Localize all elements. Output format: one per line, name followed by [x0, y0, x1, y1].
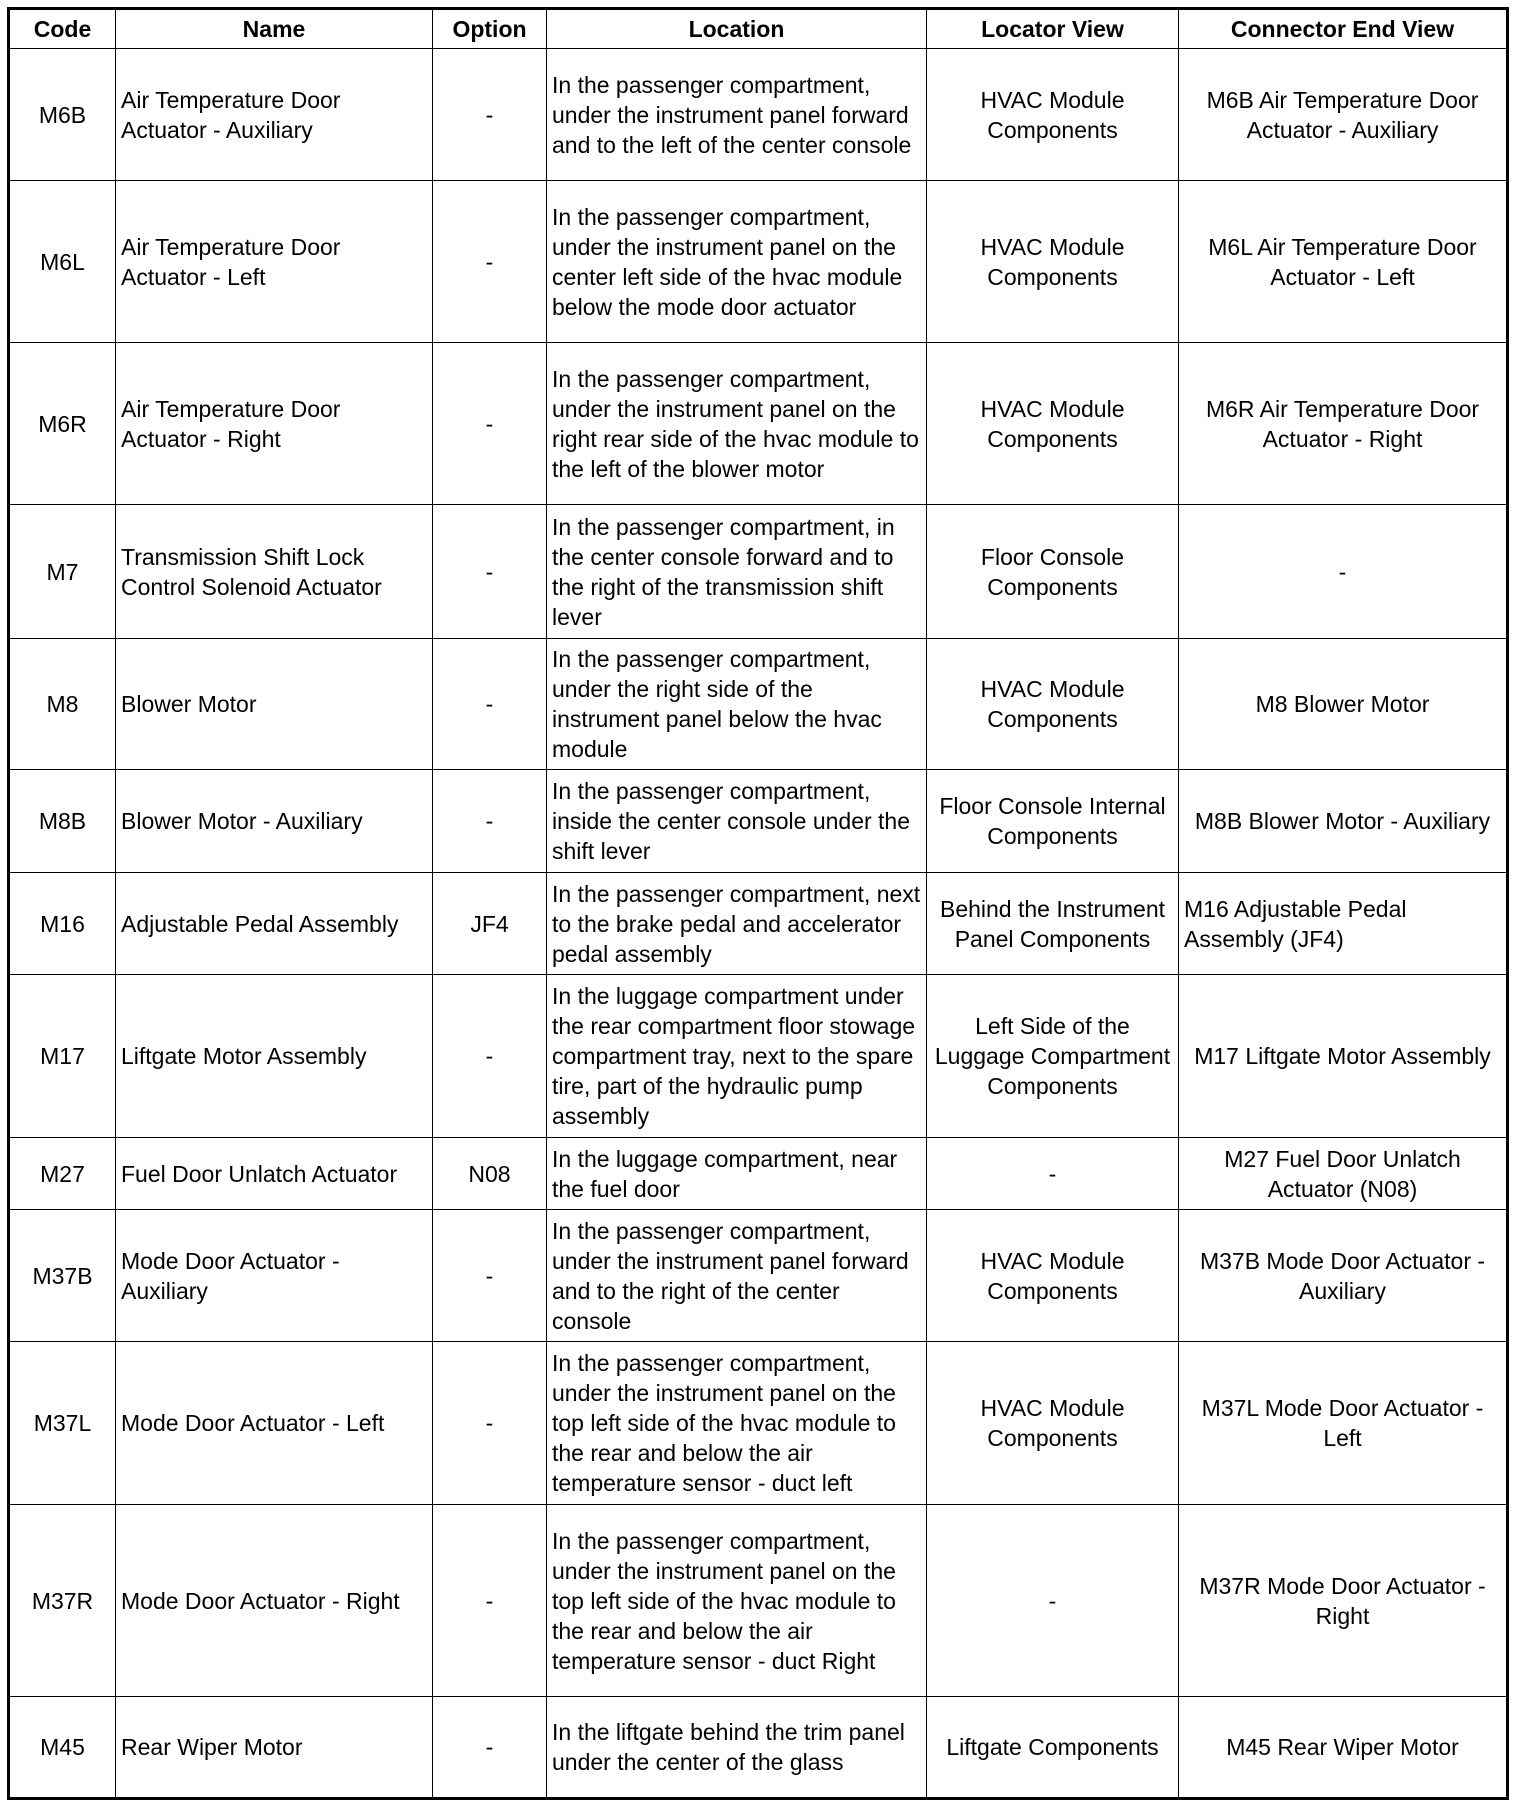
locator-view-cell: HVAC Module Components [927, 181, 1179, 343]
name-cell: Air Temperature Door Actuator - Auxiliary [116, 49, 433, 181]
name-cell: Adjustable Pedal Assembly [116, 873, 433, 975]
connector-end-view-cell: M37R Mode Door Actuator - Right [1179, 1505, 1508, 1697]
header-row [9, 9, 1508, 49]
table-row [9, 873, 1508, 975]
name-cell: Transmission Shift Lock Control Solenoid Actuator [116, 505, 433, 639]
option-cell: - [433, 49, 547, 181]
location-cell: In the passenger compartment, under the instrument panel on the center left side of the hvac module below the mode door actuator [547, 181, 927, 343]
option-cell: - [433, 1210, 547, 1342]
table-row [9, 1697, 1508, 1799]
location-cell: In the passenger compartment, next to the brake pedal and accelerator pedal assembly [547, 873, 927, 975]
locator-view-cell: Behind the Instrument Panel Components [927, 873, 1179, 975]
name-cell: Blower Motor [116, 639, 433, 770]
code-cell: M8 [9, 639, 116, 770]
header-code: Code [9, 9, 116, 49]
location-cell: In the passenger compartment, under the instrument panel on the top left side of the hvac module to the rear and below the air temperature sensor - duct Right [547, 1505, 927, 1697]
connector-end-view-cell: M6R Air Temperature Door Actuator - Right [1179, 343, 1508, 505]
table-row [9, 505, 1508, 639]
header-location: Location [547, 9, 927, 49]
location-cell: In the liftgate behind the trim panel under the center of the glass [547, 1697, 927, 1799]
connector-end-view-cell: M16 Adjustable Pedal Assembly (JF4) [1179, 873, 1508, 975]
connector-end-view-cell: M17 Liftgate Motor Assembly [1179, 975, 1508, 1138]
code-cell: M27 [9, 1138, 116, 1210]
option-cell: - [433, 1697, 547, 1799]
locator-view-cell: Left Side of the Luggage Compartment Components [927, 975, 1179, 1138]
option-cell: - [433, 770, 547, 873]
locator-view-cell: Liftgate Components [927, 1697, 1179, 1799]
option-cell: - [433, 1342, 547, 1505]
option-cell: - [433, 505, 547, 639]
connector-end-view-cell: M37L Mode Door Actuator - Left [1179, 1342, 1508, 1505]
location-cell: In the passenger compartment, under the instrument panel forward and to the right of the center console [547, 1210, 927, 1342]
code-cell: M45 [9, 1697, 116, 1799]
table-row [9, 1210, 1508, 1342]
table-row [9, 975, 1508, 1138]
table-row [9, 770, 1508, 873]
option-cell: N08 [433, 1138, 547, 1210]
code-cell: M37L [9, 1342, 116, 1505]
location-cell: In the passenger compartment, under the instrument panel on the top left side of the hvac module to the rear and below the air temperature sensor - duct left [547, 1342, 927, 1505]
header-locator-view: Locator View [927, 9, 1179, 49]
connector-end-view-cell: - [1179, 505, 1508, 639]
location-cell: In the luggage compartment under the rear compartment floor stowage compartment tray, next to the spare tire, part of the hydraulic pump assembly [547, 975, 927, 1138]
name-cell: Liftgate Motor Assembly [116, 975, 433, 1138]
locator-view-cell: HVAC Module Components [927, 1342, 1179, 1505]
table-row [9, 181, 1508, 343]
table-row [9, 1342, 1508, 1505]
name-cell: Air Temperature Door Actuator - Right [116, 343, 433, 505]
option-cell: - [433, 639, 547, 770]
code-cell: M37B [9, 1210, 116, 1342]
name-cell: Blower Motor - Auxiliary [116, 770, 433, 873]
locator-view-cell: HVAC Module Components [927, 343, 1179, 505]
code-cell: M6R [9, 343, 116, 505]
connector-end-view-cell: M8 Blower Motor [1179, 639, 1508, 770]
connector-end-view-cell: M27 Fuel Door Unlatch Actuator (N08) [1179, 1138, 1508, 1210]
code-cell: M37R [9, 1505, 116, 1697]
name-cell: Fuel Door Unlatch Actuator [116, 1138, 433, 1210]
option-cell: JF4 [433, 873, 547, 975]
table-row [9, 1505, 1508, 1697]
connector-end-view-cell: M6L Air Temperature Door Actuator - Left [1179, 181, 1508, 343]
locator-view-cell: HVAC Module Components [927, 639, 1179, 770]
code-cell: M8B [9, 770, 116, 873]
component-locator-table [7, 7, 1509, 1800]
code-cell: M6B [9, 49, 116, 181]
name-cell: Mode Door Actuator - Left [116, 1342, 433, 1505]
location-cell: In the passenger compartment, in the center console forward and to the right of the transmission shift lever [547, 505, 927, 639]
table-row [9, 1138, 1508, 1210]
option-cell: - [433, 343, 547, 505]
name-cell: Rear Wiper Motor [116, 1697, 433, 1799]
name-cell: Air Temperature Door Actuator - Left [116, 181, 433, 343]
location-cell: In the luggage compartment, near the fuel door [547, 1138, 927, 1210]
locator-view-cell: Floor Console Components [927, 505, 1179, 639]
option-cell: - [433, 1505, 547, 1697]
location-cell: In the passenger compartment, under the instrument panel forward and to the left of the center console [547, 49, 927, 181]
locator-view-cell: Floor Console Internal Components [927, 770, 1179, 873]
code-cell: M17 [9, 975, 116, 1138]
locator-view-cell: HVAC Module Components [927, 49, 1179, 181]
code-cell: M16 [9, 873, 116, 975]
table-row [9, 49, 1508, 181]
locator-view-cell: - [927, 1505, 1179, 1697]
connector-end-view-cell: M45 Rear Wiper Motor [1179, 1697, 1508, 1799]
option-cell: - [433, 975, 547, 1138]
connector-end-view-cell: M6B Air Temperature Door Actuator - Auxiliary [1179, 49, 1508, 181]
name-cell: Mode Door Actuator - Auxiliary [116, 1210, 433, 1342]
code-cell: M6L [9, 181, 116, 343]
option-cell: - [433, 181, 547, 343]
location-cell: In the passenger compartment, under the right side of the instrument panel below the hvac module [547, 639, 927, 770]
header-option: Option [433, 9, 547, 49]
table-row [9, 343, 1508, 505]
table-row [9, 639, 1508, 770]
connector-end-view-cell: M8B Blower Motor - Auxiliary [1179, 770, 1508, 873]
locator-view-cell: - [927, 1138, 1179, 1210]
code-cell: M7 [9, 505, 116, 639]
header-name: Name [116, 9, 433, 49]
location-cell: In the passenger compartment, inside the center console under the shift lever [547, 770, 927, 873]
locator-view-cell: HVAC Module Components [927, 1210, 1179, 1342]
connector-end-view-cell: M37B Mode Door Actuator - Auxiliary [1179, 1210, 1508, 1342]
location-cell: In the passenger compartment, under the instrument panel on the right rear side of the hvac module to the left of the blower motor [547, 343, 927, 505]
header-connector-end-view: Connector End View [1179, 9, 1508, 49]
name-cell: Mode Door Actuator - Right [116, 1505, 433, 1697]
